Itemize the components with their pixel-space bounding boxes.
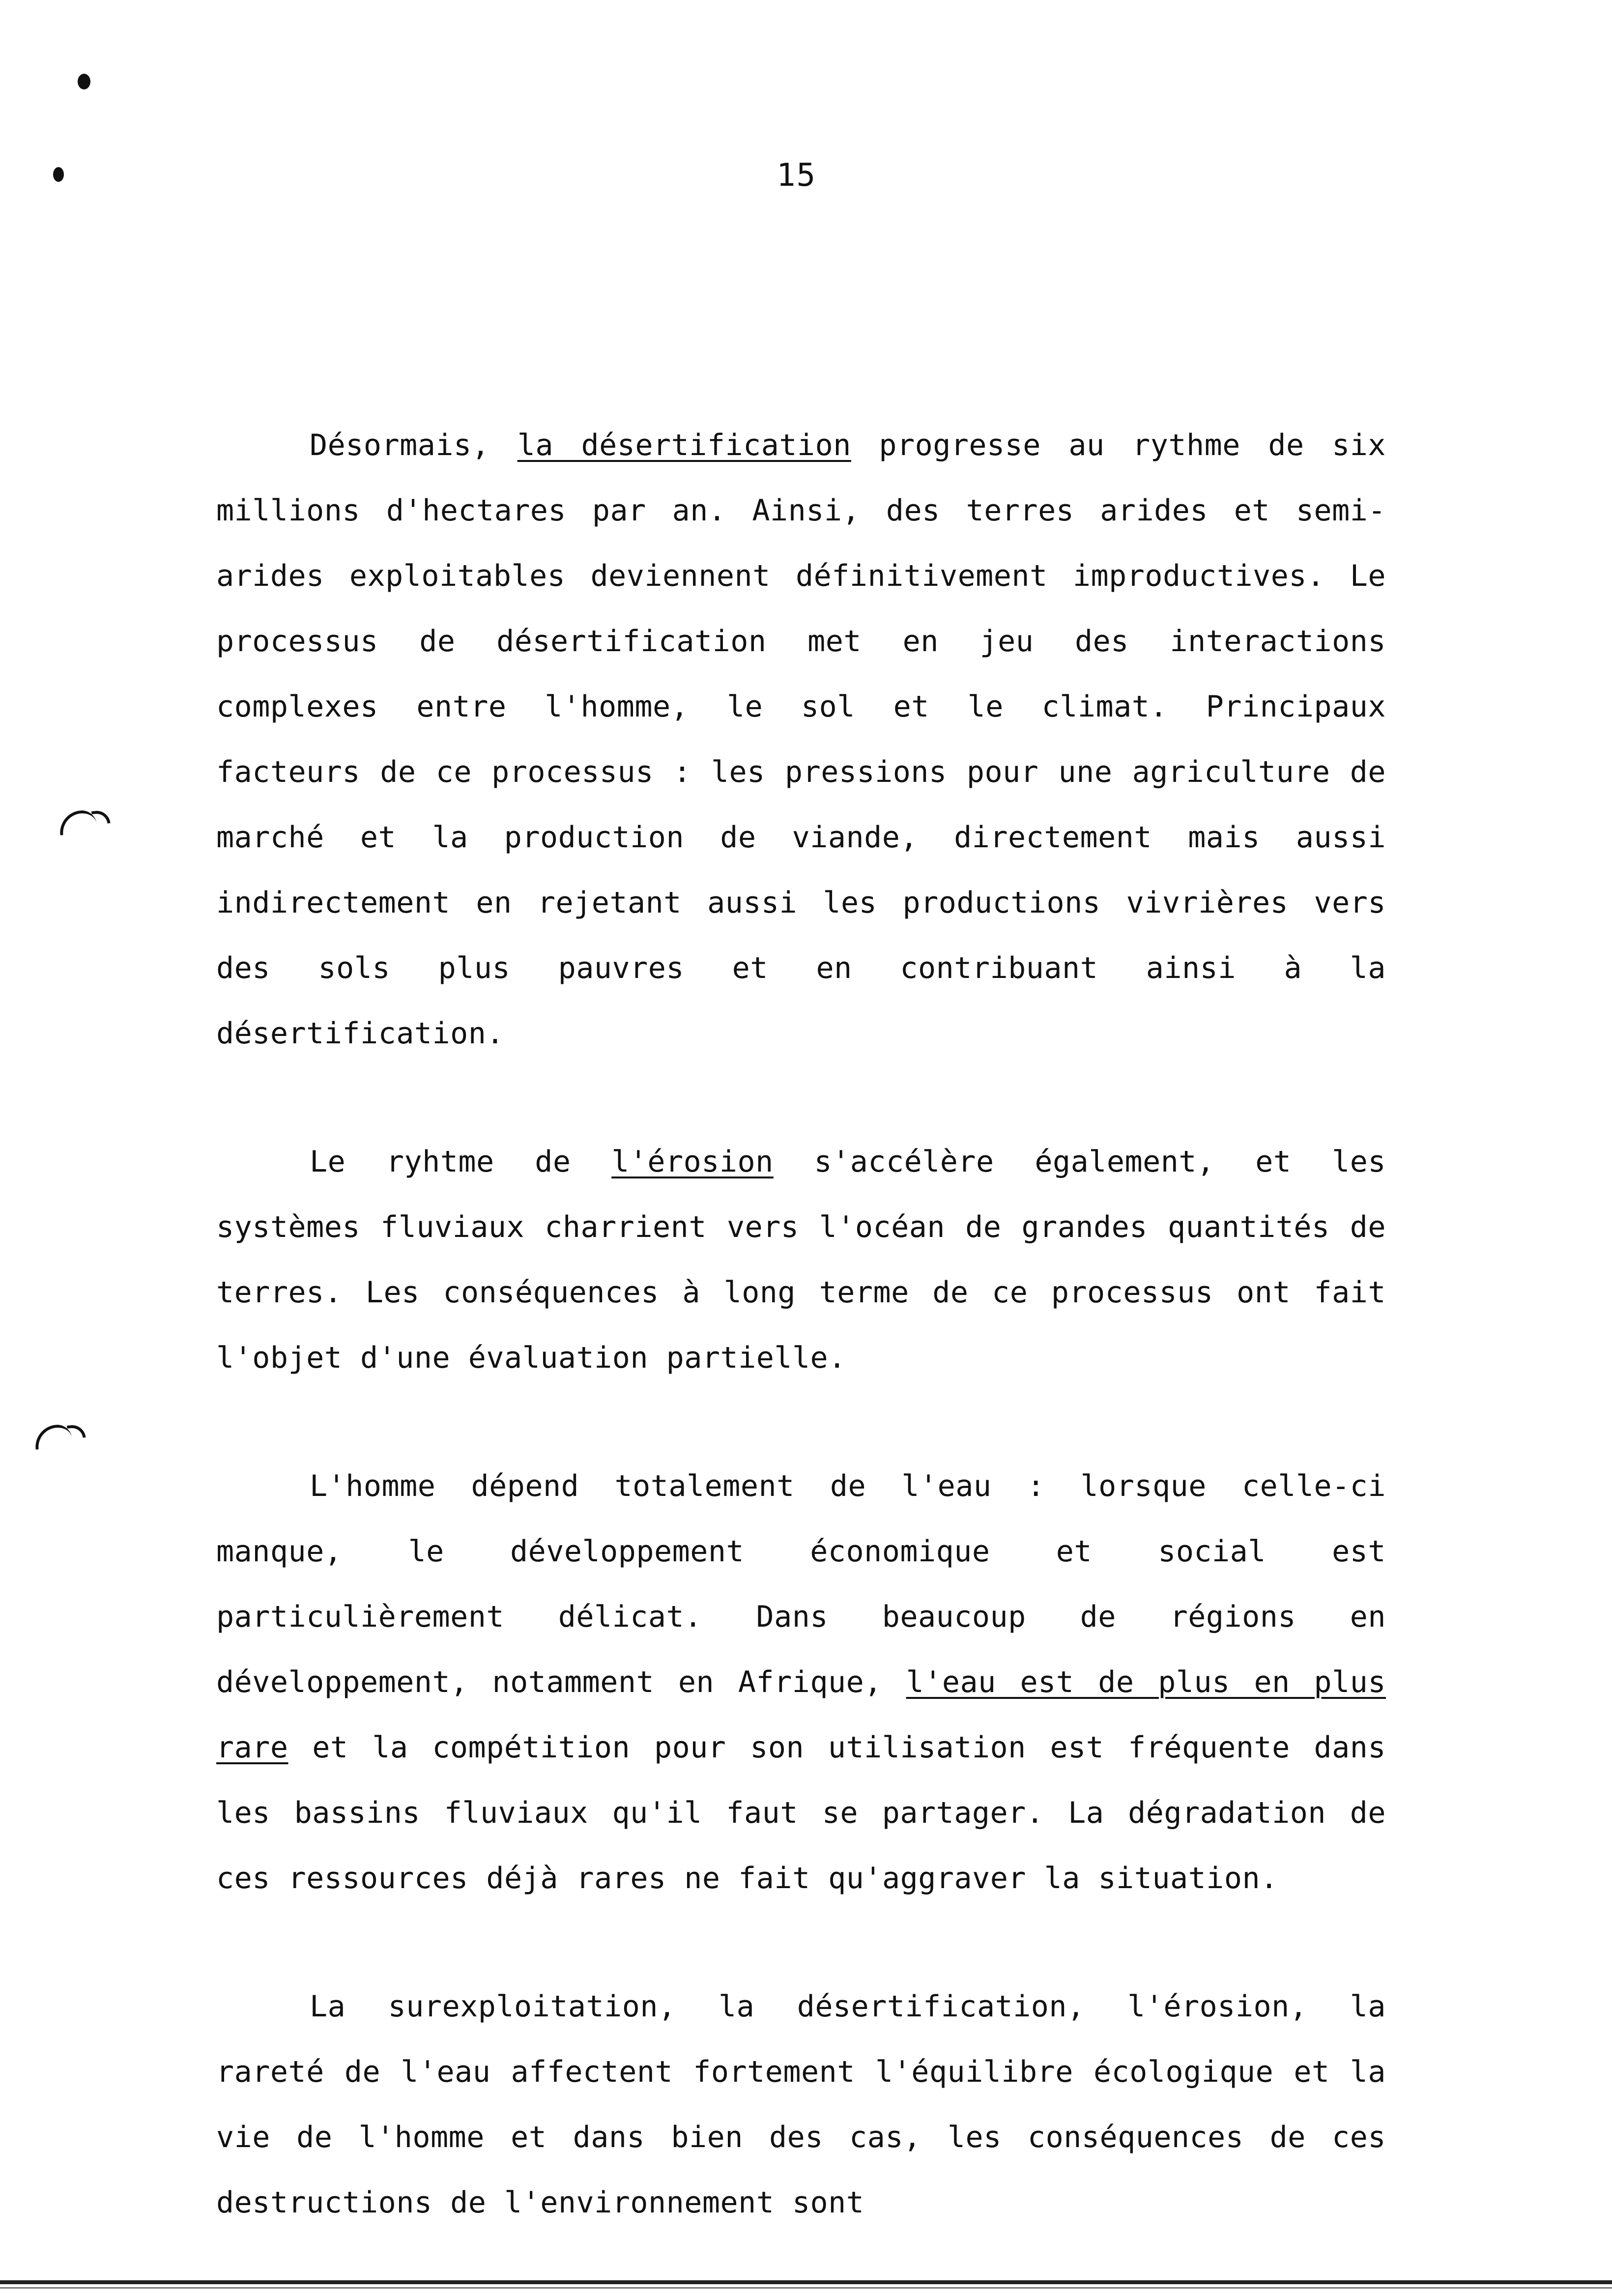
paragraph-overexploitation <box>216 1974 1386 2236</box>
paragraph-text: Le ryhtme de <box>310 1145 612 1179</box>
paragraph-desertification <box>216 413 1386 1066</box>
paragraph-text: et la compétition pour son utilisation est fréquente dans les bassins fluviaux qu'il faut se partager. La dégradation de ces ressources déjà rares ne fait qu'aggraver la situation. <box>216 1730 1386 1895</box>
scan-edge-line-secondary <box>0 2287 1612 2289</box>
paragraph-text: L'homme dépend totalement de l'eau : lorsque celle-ci manque, le développement économique et social est particulièrement délicat. Dans beaucoup de régions en développement, notamment en Afrique, <box>216 1469 1386 1699</box>
binding-mark-1 <box>58 809 97 835</box>
paragraph-text: Désormais, <box>310 428 518 462</box>
page-number: 15 <box>777 157 817 194</box>
paragraph-text: progresse au rythme de six millions d'hectares par an. Ainsi, des terres arides et semi-arides exploitables deviennent définitivement improductives. Le processus de désertification met en jeu des interactions complexes entre l'homme, le sol et le climat. Principaux facteurs de ce processus : les pressions pour une agriculture de marché et la production de viande, directement mais aussi indirectement en rejetant aussi les productions vivrières vers des sols plus pauvres et en contribuant ainsi à la désertification. <box>216 428 1386 1051</box>
underlined-term: l'érosion <box>611 1145 774 1179</box>
underlined-term: l'eau est de plus en plus rare <box>216 1665 1386 1765</box>
punch-mark-1 <box>78 74 90 89</box>
paragraph-text: s'accélère également, et les systèmes fluviaux charrient vers l'océan de grandes quantités de terres. Les conséquences à long terme de ce processus ont fait l'objet d'une évaluation partielle. <box>216 1145 1386 1375</box>
binding-mark-2 <box>33 1423 73 1450</box>
paragraph-text: La surexploitation, la désertification, l'érosion, la rareté de l'eau affectent fortement l'équilibre écologique et la vie de l'homme et dans bien des cas, les conséquences de ces destructions de l'environnement sont <box>216 1989 1386 2220</box>
paragraph-water <box>216 1454 1386 1911</box>
paragraph-erosion <box>216 1129 1386 1391</box>
body-text <box>216 413 1386 2236</box>
underlined-term: la désertification <box>517 428 851 462</box>
punch-mark-2 <box>53 167 64 182</box>
scan-edge-line <box>0 2280 1612 2284</box>
